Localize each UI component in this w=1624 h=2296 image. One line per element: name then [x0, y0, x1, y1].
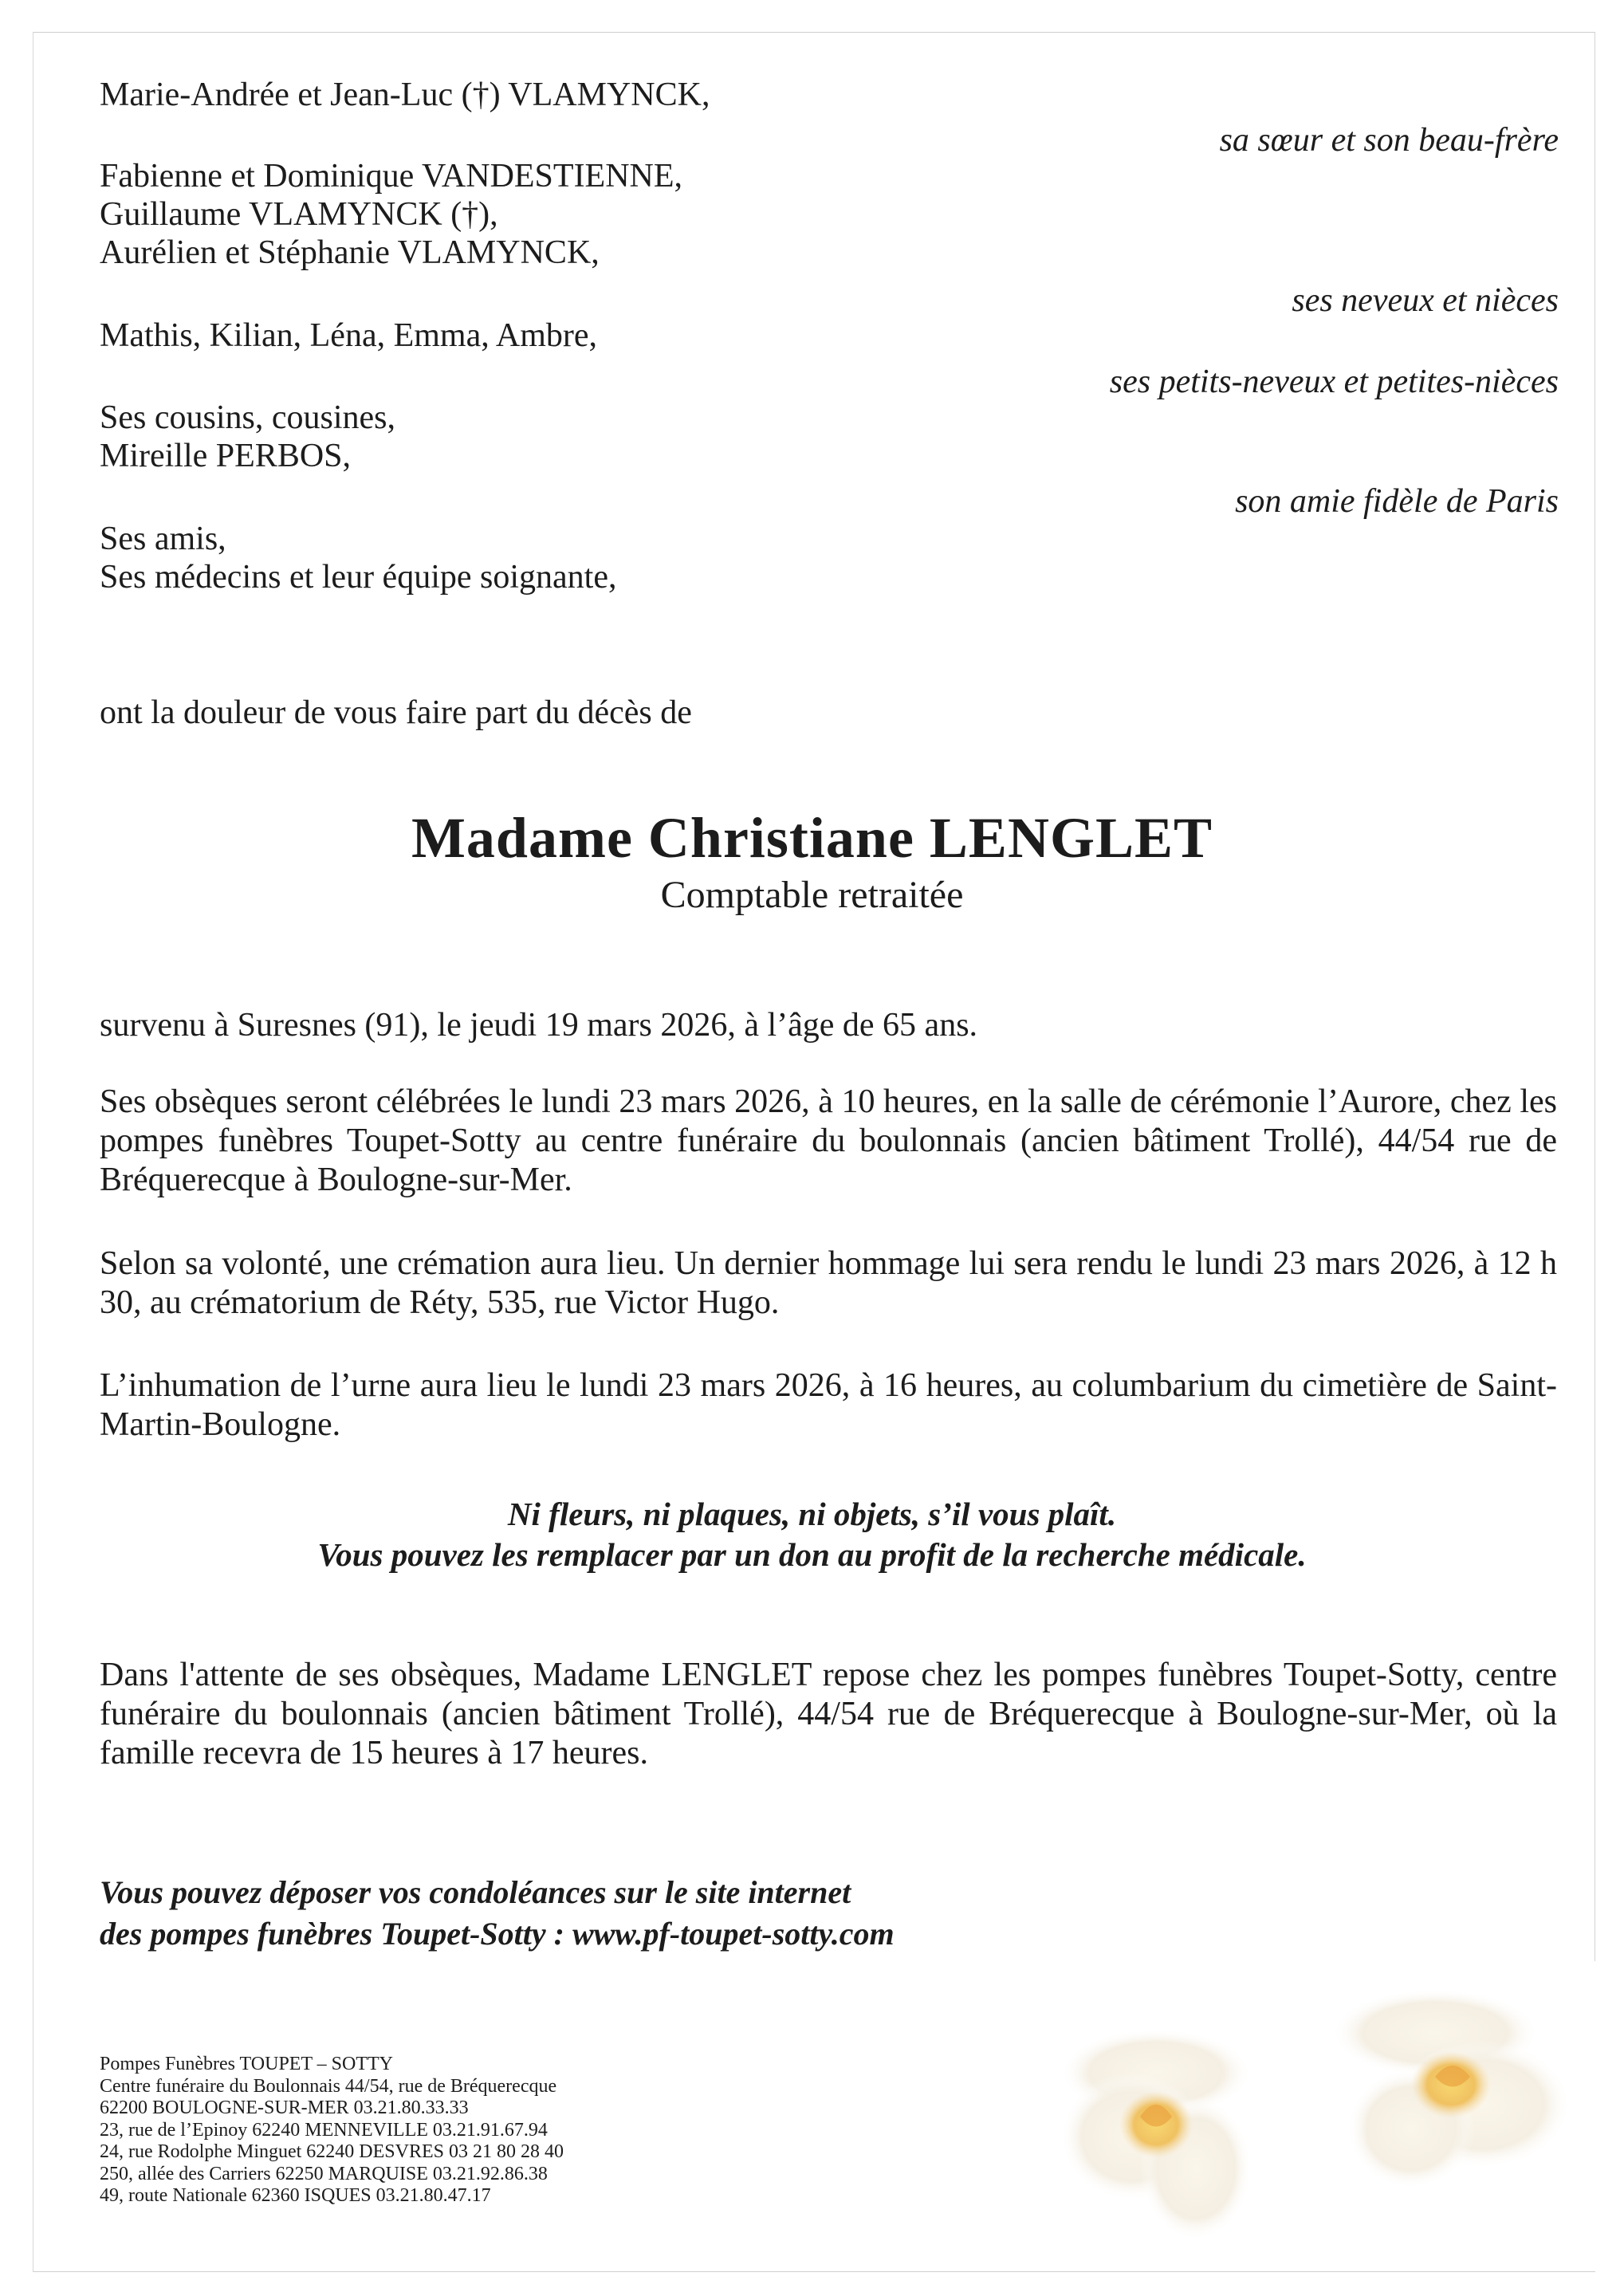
funeral-paragraph: Ses obsèques seront célébrées le lundi 23 mars 2026, à 10 heures, en la salle de cérémonie l’Aurore, chez les pompes funèbres Toupet-Sotty au centre funéraire du boulonnais (ancien bâtiment Trollé), 44/54 rue de Bréquerecque à Boulogne-sur-Mer. [100, 1083, 1557, 1198]
family-line-6: Ses cousins, cousines, [100, 399, 395, 436]
footer-line: 24, rue Rodolphe Minguet 62240 DESVRES 03 21 80 28 40 [100, 2141, 564, 2162]
deceased-name: Madame Christiane LENGLET [411, 806, 1213, 870]
family-line-4: Aurélien et Stéphanie VLAMYNCK, [100, 234, 600, 271]
family-line-8: Ses amis, [100, 521, 226, 557]
condolences-line-2: des pompes funèbres Toupet-Sotty : www.pf-toupet-sotty.com [100, 1916, 895, 1952]
announcement-text: ont la douleur de vous faire part du décès de [100, 694, 692, 731]
orchid-illustration [1036, 1969, 1595, 2272]
orchid-flower-right [1331, 1989, 1571, 2188]
family-line-9: Ses médecins et leur équipe soignante, [100, 559, 617, 596]
footer-line: 62200 BOULOGNE-SUR-MER 03.21.80.33.33 [100, 2097, 469, 2118]
footer-line: Centre funéraire du Boulonnais 44/54, rue de Bréquerecque [100, 2075, 557, 2097]
deceased-profession: Comptable retraitée [660, 874, 964, 916]
notice-line-2: Vous pouvez les remplacer par un don au profit de la recherche médicale. [317, 1536, 1307, 1573]
burial-paragraph: L’inhumation de l’urne aura lieu le lundi 23 mars 2026, à 16 heures, au columbarium du cimetière de Saint-Martin-Boulogne. [100, 1367, 1557, 1443]
relation-friend: son amie fidèle de Paris [1235, 483, 1559, 520]
family-line-2: Fabienne et Dominique VANDESTIENNE, [100, 158, 683, 195]
family-line-3: Guillaume VLAMYNCK (†), [100, 196, 498, 233]
family-line-5: Mathis, Kilian, Léna, Emma, Ambre, [100, 317, 598, 354]
family-line-7: Mireille PERBOS, [100, 438, 352, 474]
rest-paragraph: Dans l'attente de ses obsèques, Madame LENGLET repose chez les pompes funèbres Toupet-Sotty, centre funéraire du boulonnais (ancien bâtiment Trollé), 44/54 rue de Bréquerecque à Boulogne-sur-Mer, où la famille recevra de 15 heures à 17 heures. [100, 1657, 1557, 1771]
death-paragraph: survenu à Suresnes (91), le jeudi 19 mars 2026, à l’âge de 65 ans. [100, 1007, 978, 1044]
condolences-line-1: Vous pouvez déposer vos condoléances sur le site internet [100, 1874, 851, 1910]
footer-line: Pompes Funèbres TOUPET – SOTTY [100, 2054, 394, 2074]
notice-line-1: Ni fleurs, ni plaques, ni objets, s’il vous plaît. [507, 1496, 1117, 1532]
footer-line: 250, allée des Carriers 62250 MARQUISE 03.21.92.86.38 [100, 2163, 548, 2184]
relation-sister: sa sœur et son beau-frère [1219, 122, 1559, 159]
footer-line: 49, route Nationale 62360 ISQUES 03.21.80.47.17 [100, 2185, 491, 2206]
family-line-1: Marie-Andrée et Jean-Luc (†) VLAMYNCK, [100, 77, 710, 113]
relation-grandnephews: ses petits-neveux et petites-nièces [1109, 364, 1559, 400]
cremation-paragraph: Selon sa volonté, une crémation aura lieu. Un dernier hommage lui sera rendu le lundi 23 mars 2026, à 12 h 30, au crématorium de Réty, 535, rue Victor Hugo. [100, 1245, 1557, 1321]
orchid-flower-left [1060, 2029, 1252, 2240]
funeral-home-footer [100, 2054, 564, 2208]
relation-nephews: ses neveux et nièces [1292, 282, 1559, 319]
footer-line: 23, rue de l’Epinoy 62240 MENNEVILLE 03.21.91.67.94 [100, 2119, 548, 2141]
